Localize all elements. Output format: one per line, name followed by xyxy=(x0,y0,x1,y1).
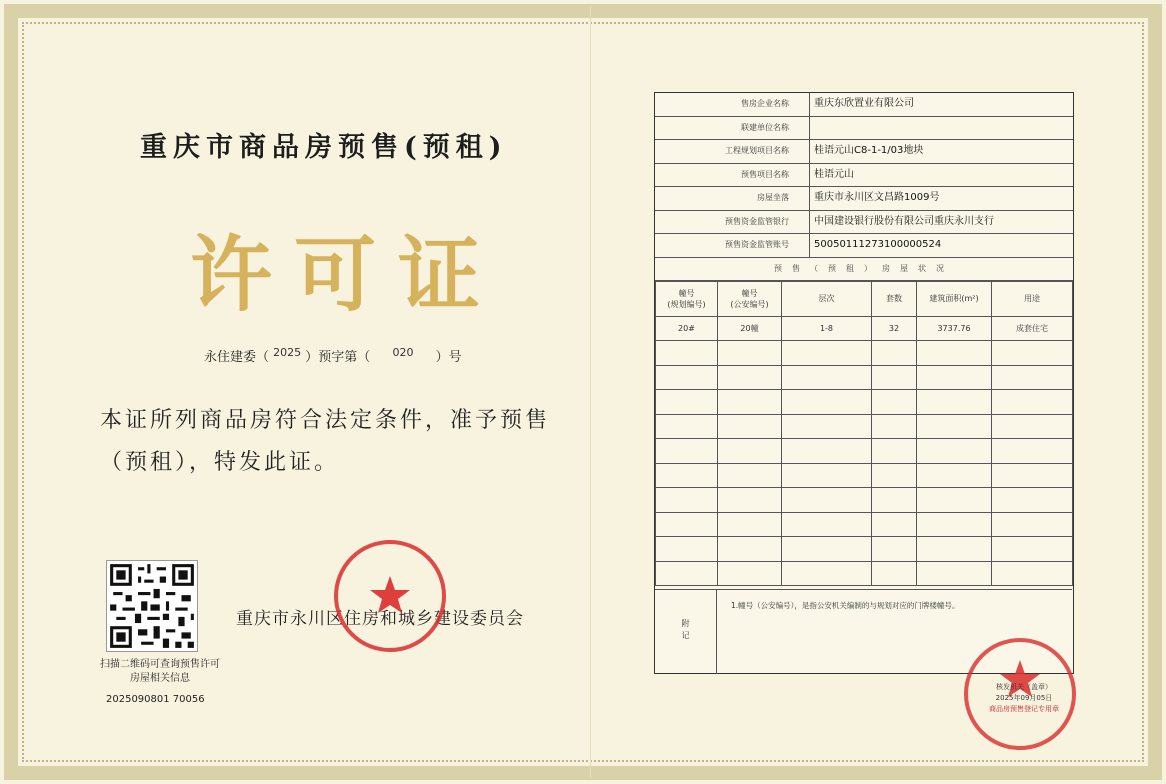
table-cell xyxy=(917,341,992,366)
table-cell xyxy=(992,439,1073,464)
table-cell xyxy=(656,365,718,390)
table-cell xyxy=(872,414,917,439)
seal-caption xyxy=(974,682,1074,715)
table-cell: 20# xyxy=(656,316,718,341)
permit-number-line xyxy=(204,346,462,365)
table-cell xyxy=(656,414,718,439)
seal-caption-type: 商品房预售登记专用章 xyxy=(989,705,1059,713)
remarks-text: 1.幢号（公安编号），是指公安机关编制的与规划对应的门牌楼幢号。 xyxy=(731,601,960,610)
table-cell xyxy=(992,512,1073,537)
qr-caption: 扫描二维码可查询预售许可房屋相关信息 xyxy=(100,659,220,684)
sale-status-table xyxy=(655,281,1073,587)
table-row xyxy=(656,341,1073,366)
table-cell xyxy=(782,463,872,488)
field-project xyxy=(655,164,1073,188)
table-cell xyxy=(718,414,782,439)
permit-year: 2025 xyxy=(273,346,302,359)
table-cell xyxy=(656,512,718,537)
permit-suffix: ）号 xyxy=(435,350,462,365)
field-value xyxy=(810,117,1073,140)
table-row xyxy=(656,512,1073,537)
table-cell: 成套住宅 xyxy=(992,316,1073,341)
table-cell xyxy=(656,561,718,586)
field-planning xyxy=(655,140,1073,164)
table-row xyxy=(656,488,1073,513)
field-value: 重庆东欣置业有限公司 xyxy=(814,98,914,109)
table-cell xyxy=(872,365,917,390)
serial-number: 2025090801 70056 xyxy=(106,694,205,705)
table-cell: 3737.76 xyxy=(917,316,992,341)
table-cell xyxy=(718,537,782,562)
remarks-label: 附 记 xyxy=(655,590,717,674)
field-label: 房屋坐落 xyxy=(655,187,810,210)
table-cell xyxy=(992,414,1073,439)
table-cell: 1-8 xyxy=(782,316,872,341)
certificate-body-text: 本证所列商品房符合法定条件，准予预售（预租），特发此证。 xyxy=(100,408,551,475)
table-cell xyxy=(782,341,872,366)
issuing-authority: 重庆市永川区住房和城乡建设委员会 xyxy=(236,609,524,629)
table-cell: 32 xyxy=(872,316,917,341)
table-cell xyxy=(917,488,992,513)
table-cell xyxy=(992,341,1073,366)
field-value: 桂语元山C8-1-1/03地块 xyxy=(814,145,924,156)
field-label: 预售资金监管账号 xyxy=(655,234,810,257)
field-value: 中国建设银行股份有限公司重庆永川支行 xyxy=(814,215,994,227)
field-label: 预售资金监管银行 xyxy=(655,211,810,234)
col-header: 建筑面积(m²) xyxy=(917,281,992,316)
section-title: 预售（预租）房屋状况 xyxy=(655,258,1073,281)
field-label: 售房企业名称 xyxy=(655,93,810,116)
table-cell xyxy=(992,488,1073,513)
col-header: 幢号 (规划编号) xyxy=(656,281,718,316)
table-cell xyxy=(782,365,872,390)
table-row xyxy=(656,390,1073,415)
seal-caption-authority: 核发机关（盖章） xyxy=(996,683,1052,691)
field-value: 50050111273100000524 xyxy=(814,239,942,250)
table-cell xyxy=(992,390,1073,415)
table-cell xyxy=(917,390,992,415)
table-row xyxy=(656,414,1073,439)
table-cell xyxy=(872,463,917,488)
table-cell xyxy=(656,390,718,415)
table-cell xyxy=(656,463,718,488)
field-account xyxy=(655,234,1073,258)
table-cell xyxy=(917,439,992,464)
table-cell xyxy=(718,390,782,415)
table-cell xyxy=(917,512,992,537)
table-cell xyxy=(992,463,1073,488)
table-cell xyxy=(656,341,718,366)
table-cell xyxy=(718,561,782,586)
seal-caption-date: 2025年09月05日 xyxy=(995,694,1053,702)
field-label: 预售项目名称 xyxy=(655,164,810,187)
table-row xyxy=(656,316,1073,341)
table-cell xyxy=(992,561,1073,586)
official-seal-icon xyxy=(332,538,448,654)
table-cell xyxy=(718,488,782,513)
permit-prefix: 永住建委（ xyxy=(204,350,270,365)
table-row xyxy=(656,537,1073,562)
table-cell xyxy=(992,365,1073,390)
table-cell xyxy=(872,537,917,562)
table-cell xyxy=(872,488,917,513)
col-header: 幢号 (公安编号) xyxy=(718,281,782,316)
table-cell xyxy=(718,512,782,537)
certificate-main-title: 许可证 xyxy=(190,227,503,323)
field-seller xyxy=(655,93,1073,117)
field-location xyxy=(655,187,1073,211)
table-cell xyxy=(782,561,872,586)
col-header: 层次 xyxy=(782,281,872,316)
field-value: 桂语元山 xyxy=(814,168,854,180)
table-cell xyxy=(718,365,782,390)
table-cell xyxy=(718,439,782,464)
table-cell xyxy=(917,463,992,488)
certificate-title: 重庆市商品房预售(预租) xyxy=(140,132,508,163)
table-cell xyxy=(917,537,992,562)
table-cell xyxy=(917,414,992,439)
field-value: 重庆市永川区文昌路1009号 xyxy=(814,192,940,203)
left-page xyxy=(40,30,580,750)
table-cell xyxy=(782,488,872,513)
table-cell xyxy=(782,439,872,464)
table-cell xyxy=(917,365,992,390)
table-row xyxy=(656,463,1073,488)
table-cell xyxy=(872,390,917,415)
table-cell xyxy=(782,537,872,562)
table-cell xyxy=(718,463,782,488)
table-cell xyxy=(718,341,782,366)
field-label: 联建单位名称 xyxy=(655,117,810,140)
col-header: 用途 xyxy=(992,281,1073,316)
table-cell xyxy=(782,512,872,537)
center-fold xyxy=(590,6,591,778)
table-cell xyxy=(656,537,718,562)
right-page-table xyxy=(654,92,1074,674)
table-row xyxy=(656,365,1073,390)
table-cell xyxy=(872,561,917,586)
table-row xyxy=(656,561,1073,586)
table-cell xyxy=(656,439,718,464)
table-cell xyxy=(917,561,992,586)
table-cell xyxy=(782,390,872,415)
permit-middle: ）预字第（ xyxy=(305,350,371,365)
table-header-row xyxy=(656,281,1073,316)
col-header: 套数 xyxy=(872,281,917,316)
permit-number: 020 xyxy=(392,346,414,359)
qr-code-icon[interactable] xyxy=(106,560,198,652)
table-cell xyxy=(872,341,917,366)
field-joint xyxy=(655,117,1073,141)
table-cell xyxy=(872,439,917,464)
field-label: 工程规划项目名称 xyxy=(655,140,810,163)
table-cell xyxy=(872,512,917,537)
table-cell xyxy=(782,414,872,439)
table-cell xyxy=(656,488,718,513)
table-cell: 20幢 xyxy=(718,316,782,341)
table-cell xyxy=(992,537,1073,562)
field-bank xyxy=(655,211,1073,235)
table-row xyxy=(656,439,1073,464)
